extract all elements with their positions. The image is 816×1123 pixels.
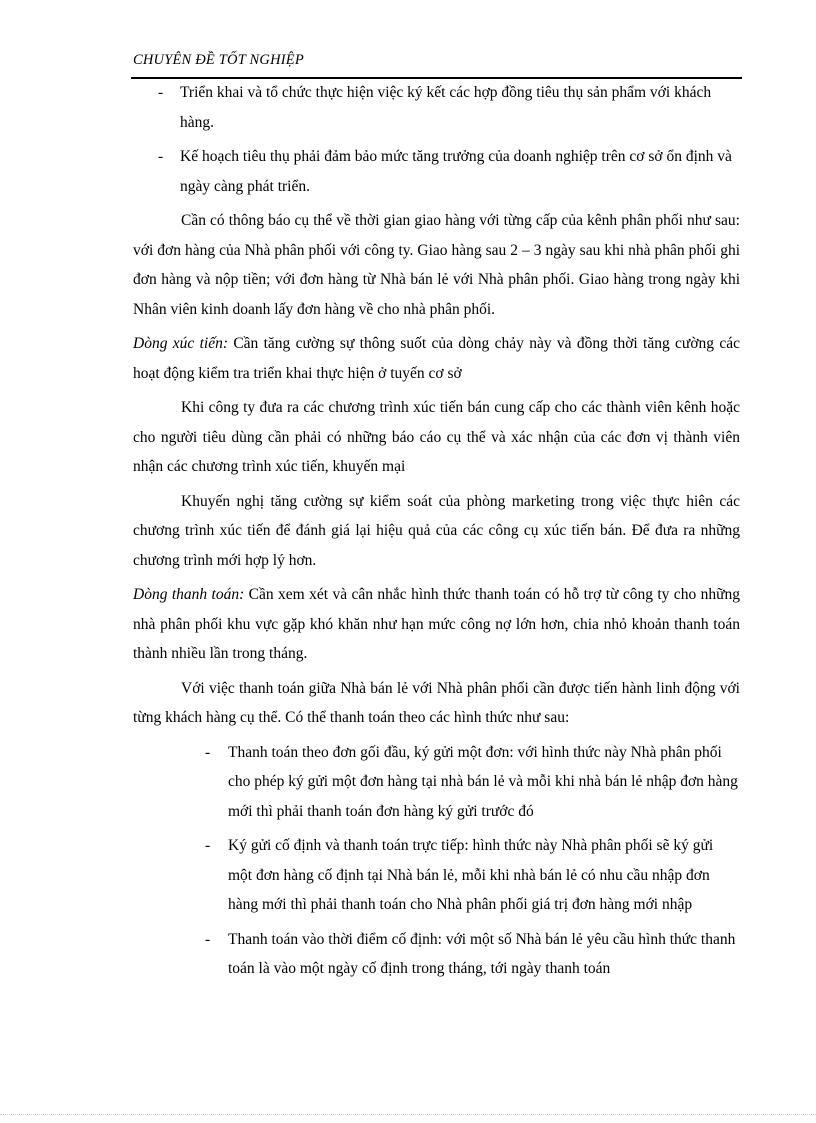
bullet-dash: - xyxy=(158,148,164,165)
payment-method-item xyxy=(133,738,740,827)
paragraph-promotion-flow xyxy=(133,329,740,388)
bullet-dash: - xyxy=(158,84,164,101)
section-label-promotion: Dòng xúc tiến: xyxy=(133,335,228,352)
paragraph-delivery: Cần có thông báo cụ thể về thời gian giao hàng với từng cấp của kênh phân phối như sau: với đơn hàng của Nhà phân phối với công ty. Giao hàng sau 2 – 3 ngày sau khi nhà phân phối ghi đơn hàng và nộp tiền; với đơn hàng từ Nhà bán lẻ với Nhà phân phối. Giao hàng trong ngày khi Nhân viên kinh doanh lấy đơn hàng về cho nhà phân phối. xyxy=(133,212,740,318)
promotion-flow-text: Cần tăng cường sự thông suốt của dòng chảy này và đồng thời tăng cường các hoạt động kiểm tra triển khai thực hiện ở tuyến cơ sở xyxy=(133,335,740,382)
paragraph-payment-methods: Với việc thanh toán giữa Nhà bán lẻ với Nhà phân phối cần được tiến hành linh động với từng khách hàng cụ thể. Có thể thanh toán theo các hình thức như sau: xyxy=(133,679,740,726)
page-bottom-border xyxy=(0,1114,816,1115)
bullet-text: Ký gửi cố định và thanh toán trực tiếp: hình thức này Nhà phân phối sẽ ký gửi một đơn hàng cố định tại Nhà bán lẻ, mỗi khi nhà bán lẻ có nhu cầu nhập đơn hàng mới thì phải thanh toán cho Nhà phân phối giá trị đơn hàng mới nhập xyxy=(228,837,714,913)
paragraph-promotion-control: Khuyến nghị tăng cường sự kiểm soát của phòng marketing trong việc thực hiên các chương trình xúc tiến để đánh giá lại hiệu quả của các công cụ xúc tiến bán. Để đưa ra những chương trình mới hợp lý hơn. xyxy=(133,492,740,569)
paragraph-promotion-report: Khi công ty đưa ra các chương trình xúc tiến bán cung cấp cho các thành viên kênh hoặc cho người tiêu dùng cần phải có những báo cáo cụ thể và xác nhận của các đơn vị thành viên nhận các chương trình xúc tiến, khuyến mại xyxy=(133,399,740,475)
bullet-text: Triển khai và tổ chức thực hiện việc ký kết các hợp đồng tiêu thụ sản phẩm với khách hàng. xyxy=(180,84,712,131)
bullet-dash: - xyxy=(205,743,211,761)
page-header-title: CHUYÊN ĐỀ TỐT NGHIỆP xyxy=(133,52,304,68)
bullet-text: Kế hoạch tiêu thụ phải đảm bảo mức tăng trưởng của doanh nghiệp trên cơ sở ổn định và ngày càng phát triển. xyxy=(180,148,732,195)
bullet-item xyxy=(133,78,740,137)
paragraph-payment-flow xyxy=(133,580,740,669)
section-label-payment: Dòng thanh toán: xyxy=(133,586,245,603)
bullet-text: Thanh toán theo đơn gối đầu, ký gửi một đơn: với hình thức này Nhà phân phối cho phép ký gửi một đơn hàng tại nhà bán lẻ và mỗi khi nhà bán lẻ nhập đơn hàng mới thì phải thanh toán đơn hàng ký gửi trước đó xyxy=(228,743,738,820)
payment-method-item xyxy=(133,925,740,984)
payment-method-item xyxy=(133,831,740,920)
payment-flow-text: Cần xem xét và cân nhắc hình thức thanh toán có hỗ trợ từ công ty cho những nhà phân phối khu vực gặp khó khăn như hạn mức công nợ lớn hơn, chia nhỏ khoản thanh toán thành nhiều lần trong tháng. xyxy=(133,586,740,662)
bullet-item xyxy=(133,142,740,201)
document-body xyxy=(133,78,740,989)
bullet-text: Thanh toán vào thời điểm cố định: với một số Nhà bán lẻ yêu cầu hình thức thanh toán là vào một ngày cố định trong tháng, tới ngày thanh toán xyxy=(228,930,736,977)
bullet-dash: - xyxy=(205,930,211,948)
bullet-dash: - xyxy=(205,837,211,854)
